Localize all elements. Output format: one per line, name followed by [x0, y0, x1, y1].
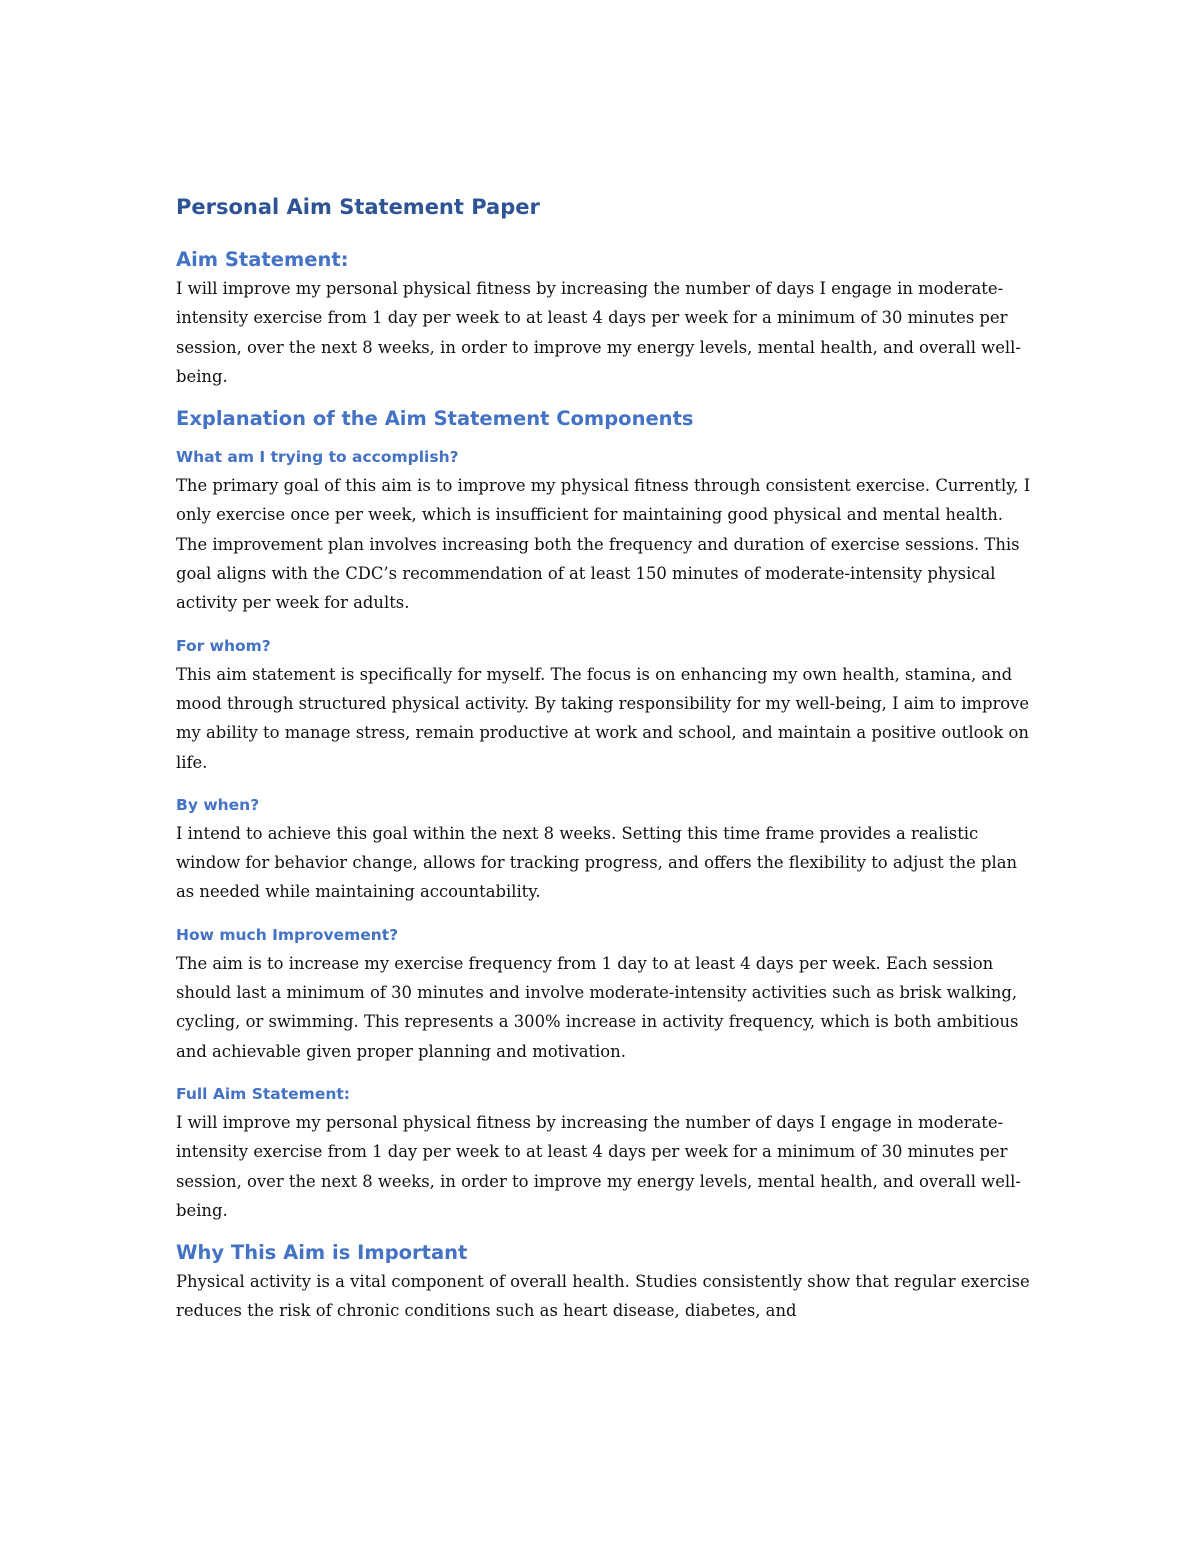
question-accomplish-text: The primary goal of this aim is to improve my physical fitness through consistent exercise. Currently, I only exercise once per week, which is insufficient for maintaining good physical and mental health. The improvement plan involves increasing both the frequency and duration of exercise sessions. This goal aligns with the CDC’s recommendation of at least 150 minutes of moderate-intensity physical activity per week for adults.	[176, 476, 1031, 613]
question-improvement-text: The aim is to increase my exercise frequency from 1 day to at least 4 days per week. Each session should last a minimum of 30 minutes and involve moderate-intensity activities such as brisk walking, cycling, or swimming. This represents a 300% increase in activity frequency, which is both ambitious and achievable given proper planning and motivation.	[176, 953, 1019, 1061]
document-page	[176, 192, 1036, 1340]
aim-statement-heading: Aim Statement:	[176, 248, 349, 271]
why-important-text: Physical activity is a vital component of overall health. Studies consistently show that regular exercise reduces the risk of chronic conditions such as heart disease, diabetes, and	[176, 1272, 1030, 1321]
question-accomplish-heading: What am I trying to accomplish?	[176, 448, 459, 467]
why-important-heading: Why This Aim is Important	[176, 1241, 468, 1265]
aim-statement-text: I will improve my personal physical fitness by increasing the number of days I engage in moderate-intensity exercise from 1 day per week to at least 4 days per week for a minimum of 30 minutes per session, over the next 8 weeks, in order to improve my energy levels, mental health, and overall well-being.	[176, 279, 1021, 386]
question-for-whom-heading: For whom?	[176, 636, 271, 655]
question-by-when-text: I intend to achieve this goal within the next 8 weeks. Setting this time frame provides a realistic window for behavior change, allows for tracking progress, and offers the flexibility to adjust the plan as needed while maintaining accountability.	[176, 823, 1018, 902]
full-aim-statement-heading: Full Aim Statement:	[176, 1084, 350, 1103]
explanation-heading: Explanation of the Aim Statement Components	[176, 407, 694, 431]
question-by-when-heading: By when?	[176, 795, 260, 814]
question-for-whom-text: This aim statement is specifically for myself. The focus is on enhancing my own health, stamina, and mood through structured physical activity. By taking responsibility for my well-being, I aim to improve my ability to manage stress, remain productive at work and school, and maintain a positive outlook on life.	[176, 664, 1030, 772]
document-title: Personal Aim Statement Paper	[176, 195, 540, 219]
full-aim-statement-text: I will improve my personal physical fitness by increasing the number of days I engage in moderate-intensity exercise from 1 day per week to at least 4 days per week for a minimum of 30 minutes per session, over the next 8 weeks, in order to improve my energy levels, mental health, and overall well-being.	[176, 1112, 1021, 1220]
question-improvement-heading: How much Improvement?	[176, 925, 399, 944]
